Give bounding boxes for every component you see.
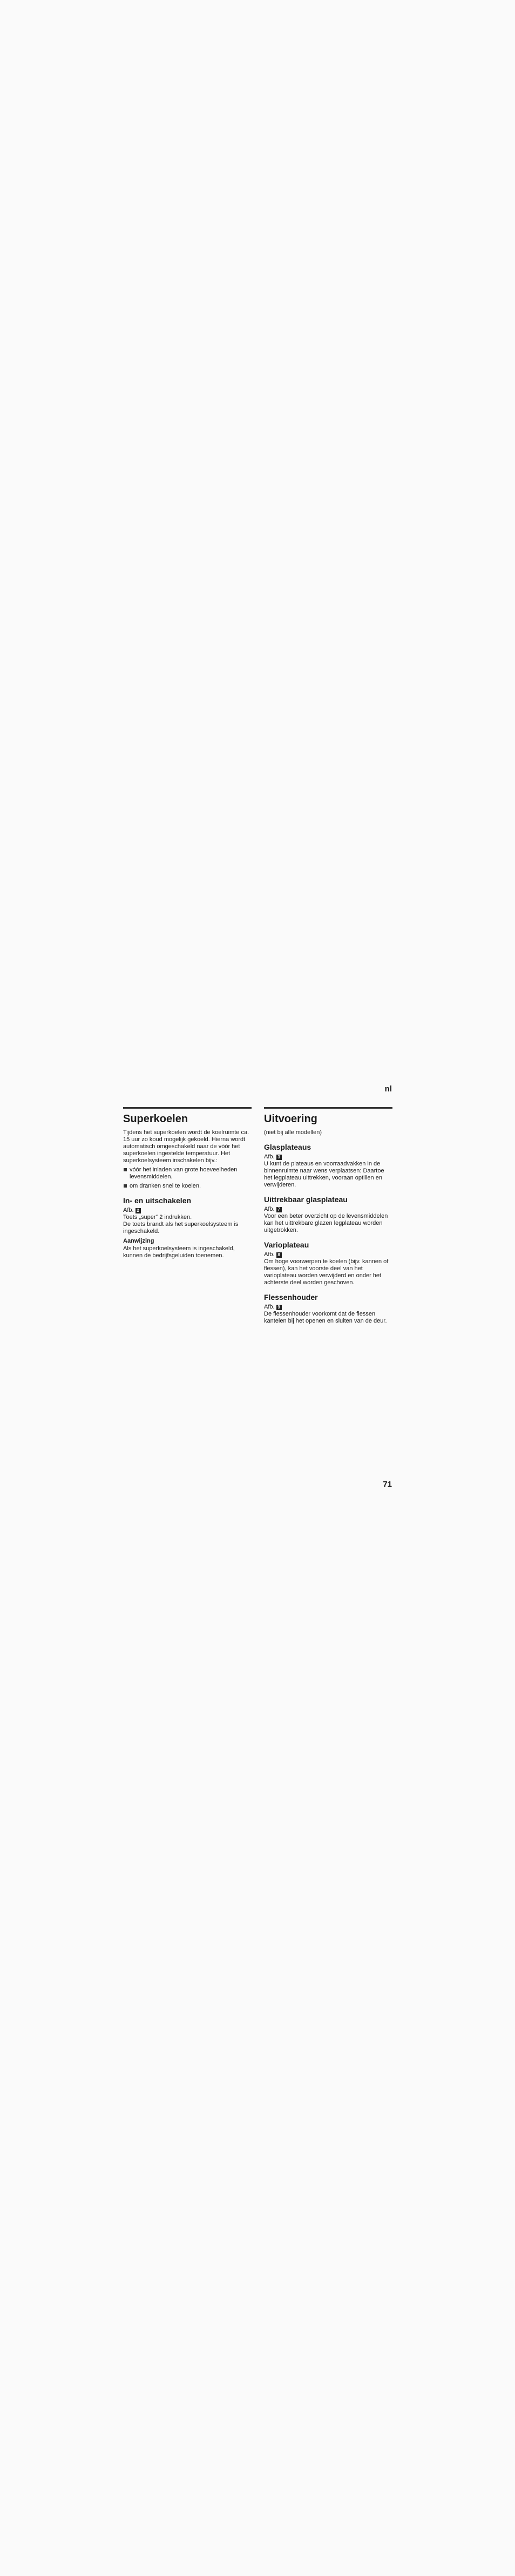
left-column (123, 1107, 252, 1259)
section-subtitle: (niet bij alle modellen) (264, 1129, 322, 1136)
body-text: De flessenhouder voorkomt dat de flessen kantelen bij het openen en sluiten van de deur. (264, 1311, 387, 1324)
section-title: Superkoelen (123, 1113, 188, 1125)
figure-label: Afb. (264, 1206, 275, 1212)
subsection-heading: Glasplateaus (264, 1143, 311, 1151)
section-rule (264, 1107, 392, 1109)
bullet-list (123, 1166, 252, 1190)
intro-text: Tijdens het superkoelen wordt de koelruimte ca. 15 uur zo koud mogelijk gekoeld. Hierna wordt automatisch omgeschakeld naar de vóór het superkoelen ingestelde temperatuur. Het superkoelsysteem inschakelen bijv.: (123, 1129, 249, 1164)
section-title: Uitvoering (264, 1113, 317, 1125)
figure-reference (264, 1251, 392, 1258)
note-text: Als het superkoelsysteem is ingeschakeld, kunnen de bedrijfsgeluiden toenemen. (123, 1245, 235, 1259)
right-column (264, 1107, 392, 1325)
figure-reference (264, 1154, 392, 1161)
subsection-heading: Varioplateau (264, 1240, 309, 1249)
figure-number: 2 (135, 1208, 141, 1213)
section-rule (123, 1107, 252, 1109)
figure-reference (123, 1207, 252, 1214)
bullet-item: om dranken snel te koelen. (123, 1183, 252, 1190)
figure-number: 9 (276, 1305, 282, 1310)
page-number: 71 (383, 1480, 392, 1489)
figure-label: Afb. (264, 1251, 275, 1258)
figure-label: Afb. (264, 1304, 275, 1310)
result-text: De toets brandt als het superkoelsysteem is ingeschakeld. (123, 1221, 239, 1235)
note-heading: Aanwijzing (123, 1238, 154, 1244)
figure-reference (264, 1206, 392, 1213)
figure-number: 3 (276, 1155, 282, 1160)
subsection-heading: Flessenhouder (264, 1293, 318, 1302)
figure-reference (264, 1304, 392, 1311)
language-code: nl (384, 1084, 392, 1094)
bullet-item: vóór het inladen van grote hoeveelheden levensmiddelen. (123, 1166, 252, 1181)
subsection-heading: In- en uitschakelen (123, 1196, 192, 1205)
body-text: Voor een beter overzicht op de levensmiddelen kan het uittrekbare glazen legplateau worden uitgetrokken. (264, 1213, 388, 1233)
figure-label: Afb. (123, 1207, 134, 1213)
figure-number: 8 (276, 1252, 282, 1258)
body-text: Om hoge voorwerpen te koelen (bijv. kannen of flessen), kan het voorste deel van het varioplateau worden verwijderd en onder het achterste deel worden geschoven. (264, 1258, 389, 1286)
subsection-heading: Uittrekbaar glasplateau (264, 1195, 348, 1204)
figure-label: Afb. (264, 1154, 275, 1160)
body-text: U kunt de plateaus en voorraadvakken in de binnenruimte naar wens verplaatsen: Daartoe het legplateau uittrekken, vooraan optillen en verwijderen. (264, 1161, 384, 1188)
instruction-text: Toets „super“ 2 indrukken. (123, 1214, 192, 1220)
figure-number: 7 (276, 1207, 282, 1212)
